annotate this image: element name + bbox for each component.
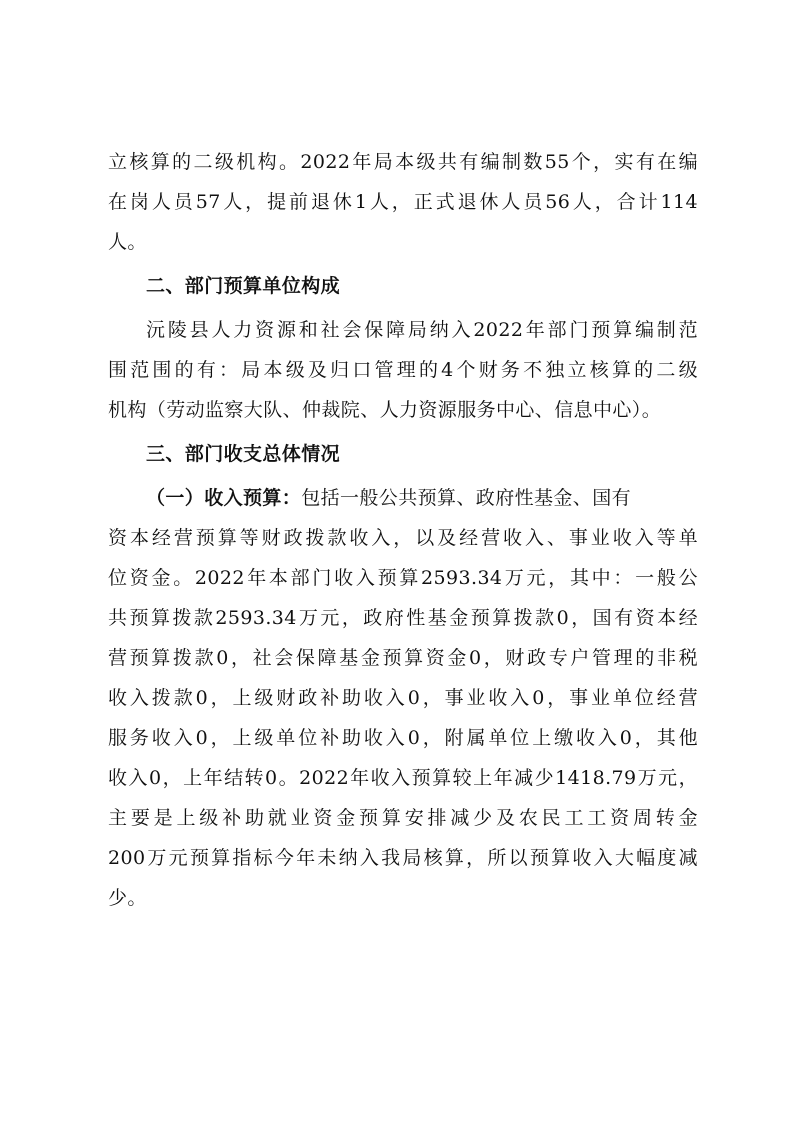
paragraph-line: 收入拨款0，上级财政补助收入0，事业收入0，事业单位经营: [108, 687, 698, 709]
paragraph-line: 立核算的二级机构。2022年局本级共有编制数55个，实有在编: [108, 151, 698, 173]
paragraph-line: 围范围的有：局本级及归口管理的4个财务不独立核算的二级: [108, 359, 698, 381]
paragraph-line: 200万元预算指标今年未纳入我局核算，所以预算收入大幅度减: [108, 847, 698, 869]
paragraph-line: 资本经营预算等财政拨款收入，以及经营收入、事业收入等单: [108, 527, 698, 549]
section-heading: 二、部门预算单位构成: [146, 275, 341, 297]
paragraph-line: 服务收入0，上级单位补助收入0，附属单位上缴收入0，其他: [108, 727, 698, 749]
paragraph-line: 机构（劳动监察大队、仲裁院、人力资源服务中心、信息中心）。: [108, 399, 662, 421]
subsection-lead: （一）收入预算：: [146, 487, 302, 509]
paragraph-line: 主要是上级补助就业资金预算安排减少及农民工工资周转金: [108, 807, 698, 829]
paragraph-line: 位资金。2022年本部门收入预算2593.34万元，其中：一般公: [108, 567, 698, 589]
paragraph-line: 沅陵县人力资源和社会保障局纳入2022年部门预算编制范: [146, 319, 698, 341]
section-heading: 三、部门收支总体情况: [146, 443, 341, 465]
paragraph-line: 收入0，上年结转0。2022年收入预算较上年减少1418.79万元，: [108, 767, 698, 789]
paragraph-line: 在岗人员57人，提前退休1人，正式退休人员56人，合计114: [108, 191, 698, 213]
paragraph-line: 人。: [108, 231, 147, 253]
subsection-first-line: [146, 486, 698, 510]
paragraph-line: 共预算拨款2593.34万元，政府性基金预算拨款0，国有资本经: [108, 607, 698, 629]
subsection-first-line-text: 包括一般公共预算、政府性基金、国有: [301, 487, 632, 509]
paragraph-line: 少。: [108, 887, 147, 909]
paragraph-line: 营预算拨款0，社会保障基金预算资金0，财政专户管理的非税: [108, 647, 698, 669]
